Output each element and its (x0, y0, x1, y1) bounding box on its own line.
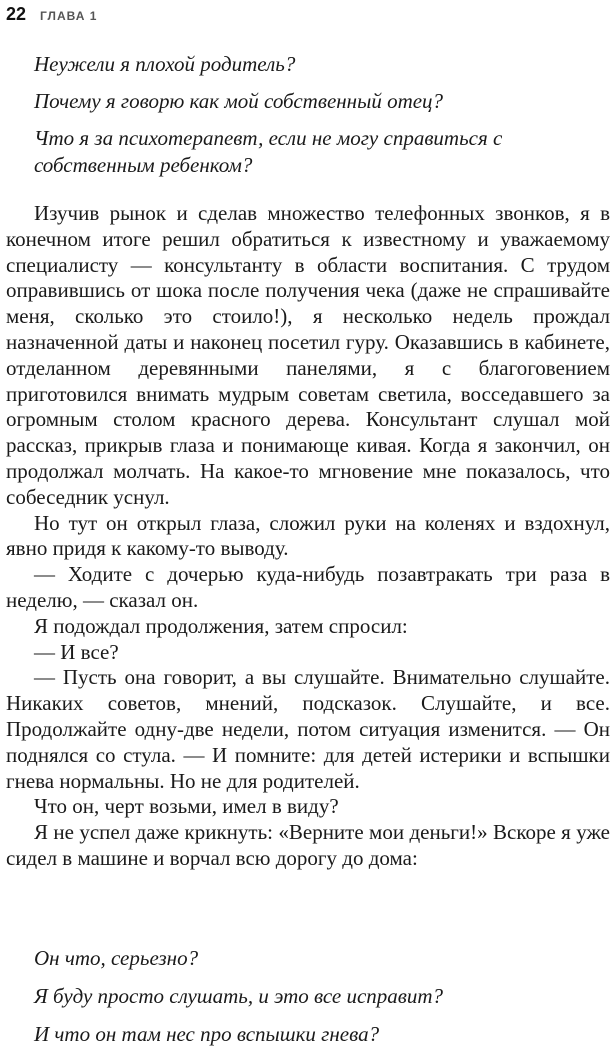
italic-questions-bottom (34, 945, 610, 1059)
chapter-label: ГЛАВА 1 (40, 9, 98, 23)
paragraph: Изучив рынок и сделав множество телефонных звонков, я в конечном итоге решил обратиться к известному и уважаемому специалисту — консультанту в области воспитания. С трудом оправившись от шока после получения чека (даже не спрашивайте меня, сколько это стоило!), я несколько недель прождал назначенной даты и наконец посетил гуру. Оказавшись в кабинете, отделанном деревянными панелями, я с благоговением приготовился внимать мудрым советам светила, восседавшего за огромным столом красного дерева. Консультант слушал мой рассказ, прикрыв глаза и понимающе кивая. Когда я закончил, он продолжал молчать. На какое-то мгновение мне показалось, что собеседник уснул. (6, 201, 610, 509)
paragraph: Что он, черт возьми, имел в виду? (34, 794, 339, 819)
paragraph: — Пусть она говорит, а вы слушайте. Внимательно слушайте. Никаких советов, мнений, подсказок. Слушайте, и все. Продолжайте одну-две недели, потом ситуация изменится. — Он поднялся со стула. — И помните: для детей истерики и вспышки гнева нормальны. Но не для родителей. (6, 665, 610, 793)
question-line: Почему я говорю как мой собственный отец? (34, 89, 444, 113)
paragraph: Я не успел даже крикнуть: «Верните мои деньги!» Вскоре я уже сидел в машине и ворчал всю дорогу до дома: (6, 820, 610, 870)
paragraph: Но тут он открыл глаза, сложил руки на коленях и вздохнул, явно придя к какому-то выводу. (6, 510, 610, 561)
paragraph: — Ходите с дочерью куда-нибудь позавтракать три раза в неделю, — сказал он. (6, 562, 610, 612)
paragraph: — И все? (34, 639, 119, 664)
question-line: Я буду просто слушать, и это все исправит? (34, 984, 444, 1008)
page-number: 22 (6, 4, 27, 24)
question-line: И что он там нес про вспышки гнева? (34, 1022, 380, 1046)
paragraph: Я подождал продолжения, затем спросил: (34, 613, 408, 638)
body-text (6, 201, 610, 872)
question-line: Он что, серьезно? (34, 946, 199, 970)
running-head (6, 4, 97, 26)
question-line: Неужели я плохой родитель? (34, 52, 296, 76)
italic-questions-top (34, 51, 610, 189)
question-line: Что я за психотерапевт, если не могу справиться с собственным ребенком? (34, 126, 503, 177)
